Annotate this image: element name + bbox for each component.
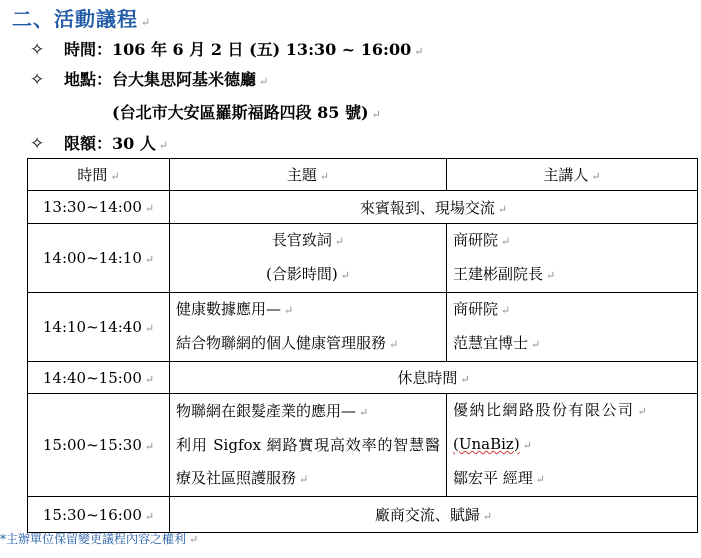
company-abbrev: (UnaBiz) bbox=[453, 435, 520, 453]
time-cell: 15:00~15:30 ↵ bbox=[28, 394, 170, 497]
section-heading: 二、活動議程 ↵ bbox=[12, 7, 152, 31]
table-row bbox=[28, 224, 698, 293]
header-speaker: 主講人 ↵ bbox=[447, 159, 698, 191]
speaker-cell: 商研院 ↵ 王建彬副院長 ↵ bbox=[447, 224, 698, 293]
header-topic: 主題 ↵ bbox=[170, 159, 447, 191]
merged-cell: 廠商交流、賦歸 ↵ bbox=[170, 497, 698, 533]
diamond-bullet-icon: ✧ bbox=[30, 134, 45, 154]
info-address: (台北市大安區羅斯福路四段 85 號) ↵ bbox=[112, 103, 381, 122]
time-cell: 14:00~14:10 ↵ bbox=[28, 224, 170, 293]
diamond-bullet-icon: ✧ bbox=[30, 70, 45, 90]
merged-cell: 休息時間 ↵ bbox=[170, 362, 698, 394]
speaker-cell: 商研院 ↵ 范慧宜博士 ↵ bbox=[447, 293, 698, 362]
table-header-row bbox=[28, 159, 698, 191]
footnote: *主辦單位保留變更議程內容之權利 ↵ bbox=[0, 532, 199, 546]
time-cell: 13:30~14:00 ↵ bbox=[28, 191, 170, 224]
table-row bbox=[28, 362, 698, 394]
topic-cell: 長官致詞 ↵ (合影時間) ↵ bbox=[170, 224, 447, 293]
table-row bbox=[28, 191, 698, 224]
time-cell: 14:40~15:00 ↵ bbox=[28, 362, 170, 394]
info-time: ✧ 時間：106 年 6 月 2 日 (五) 13:30 ~ 16:00 ↵ bbox=[30, 40, 424, 60]
info-location: ✧ 地點：台大集思阿基米德廳 ↵ bbox=[30, 70, 269, 90]
time-cell: 15:30~16:00 ↵ bbox=[28, 497, 170, 533]
info-quota: ✧ 限額：30 人 ↵ bbox=[30, 134, 169, 154]
speaker-cell: 優納比網路股份有限公司 ↵ (UnaBiz) ↵ 鄒宏平 經理 ↵ bbox=[447, 394, 698, 497]
time-cell: 14:10~14:40 ↵ bbox=[28, 293, 170, 362]
table-row bbox=[28, 497, 698, 533]
topic-cell: 健康數據應用— ↵ 結合物聯網的個人健康管理服務 ↵ bbox=[170, 293, 447, 362]
topic-cell: 物聯網在銀髮產業的應用— ↵ 利用 Sigfox 網路實現高效率的智慧醫療及社區照護服務 ↵ bbox=[170, 394, 447, 497]
diamond-bullet-icon: ✧ bbox=[30, 40, 45, 60]
table-row bbox=[28, 293, 698, 362]
agenda-table bbox=[27, 158, 698, 533]
table-row bbox=[28, 394, 698, 497]
merged-cell: 來賓報到、現場交流 ↵ bbox=[170, 191, 698, 224]
header-time: 時間 ↵ bbox=[28, 159, 170, 191]
